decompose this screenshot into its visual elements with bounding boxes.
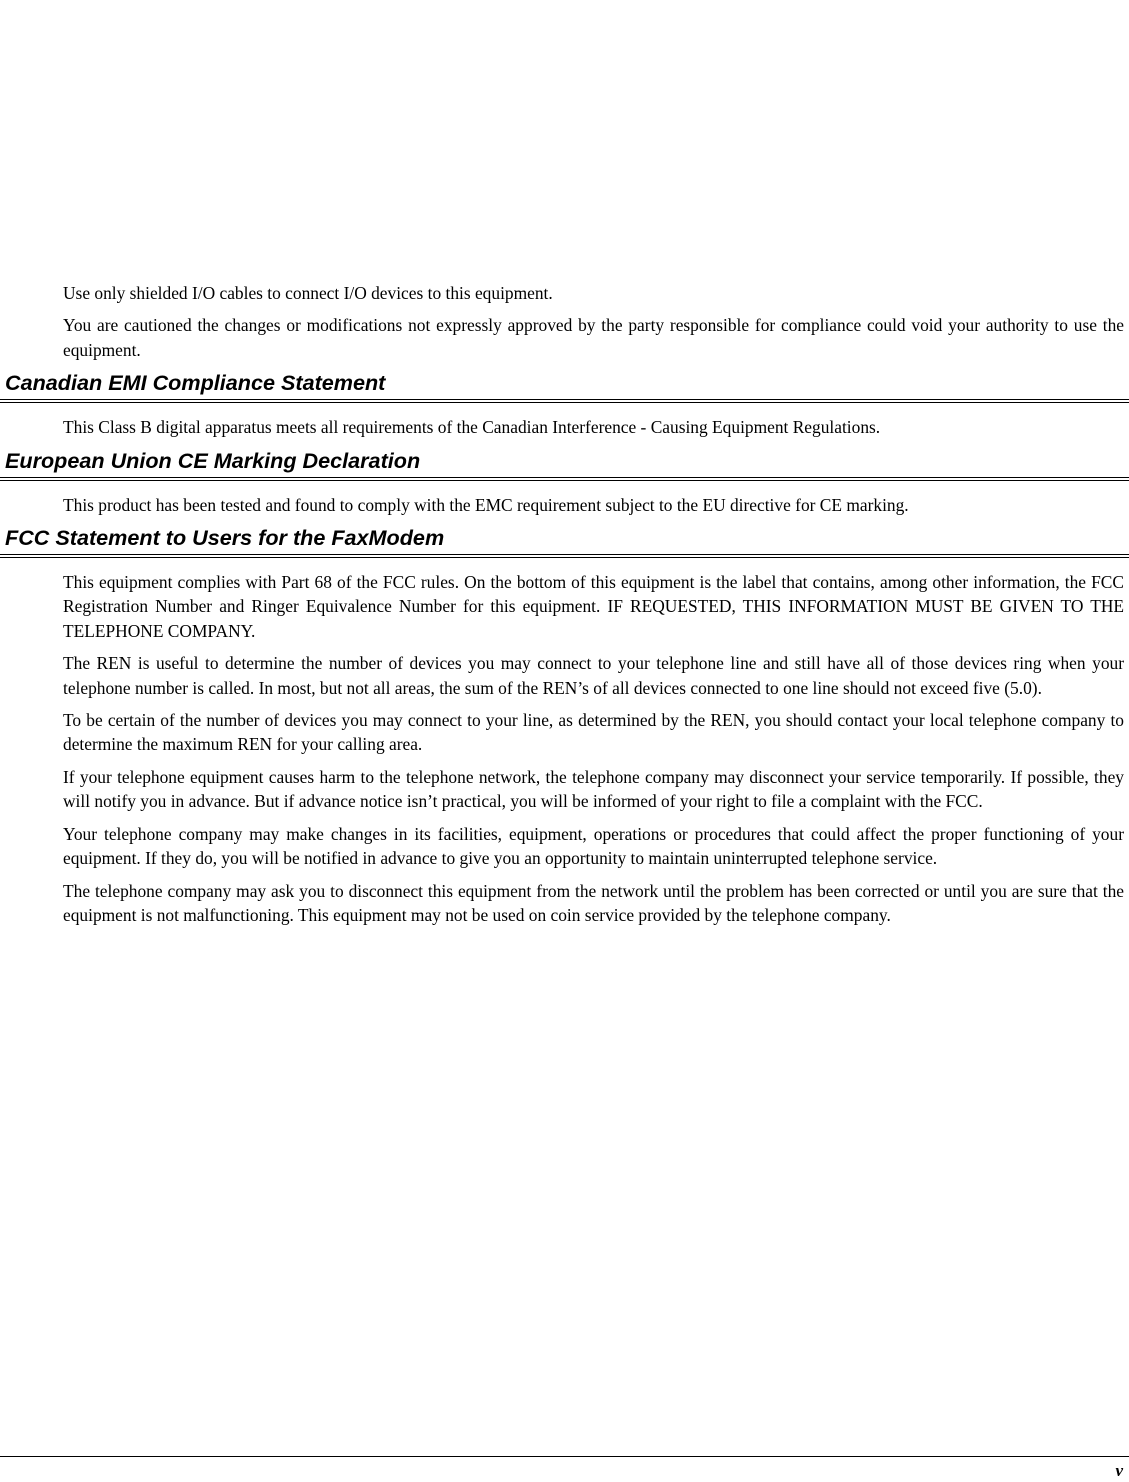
paragraph: You are cautioned the changes or modifications not expressly approved by the party responsible for compliance could void your authority to use the equipment. — [63, 315, 1124, 360]
footer-divider — [0, 1456, 1129, 1457]
page-number: v — [1115, 1461, 1123, 1480]
paragraph: If your telephone equipment causes harm to the telephone network, the telephone company may disconnect your service temporarily. If possible, they will notify you in advance. But if advance notice isn’t practical, you will be informed of your right to file a complaint with the FCC. — [63, 766, 1124, 812]
section-fcc-faxmodem — [0, 525, 1129, 927]
section-canadian-emi — [0, 370, 1129, 439]
section-eu-ce-marking — [0, 448, 1129, 517]
document-body — [0, 281, 1129, 935]
paragraph: Your telephone company may make changes in its facilities, equipment, operations or procedures that could affect the proper functioning of your equipment. If they do, you will be notified in advance to give you an opportunity to maintain uninterrupted telephone service. — [63, 823, 1124, 869]
paragraph: To be certain of the number of devices you may connect to your line, as determined by the REN, you should contact your local telephone company to determine the maximum REN for your calling area. — [63, 710, 1124, 755]
paragraph: The telephone company may ask you to disconnect this equipment from the network until the problem has been corrected or until you are sure that the equipment is not malfunctioning. This equipment may not be used on coin service provided by the telephone company. — [63, 880, 1124, 925]
section-divider — [0, 477, 1129, 481]
section-divider — [0, 399, 1129, 403]
section-heading: FCC Statement to Users for the FaxModem — [5, 525, 445, 551]
section-divider — [0, 554, 1129, 558]
section-heading: Canadian EMI Compliance Statement — [5, 370, 386, 396]
paragraph: Use only shielded I/O cables to connect I/O devices to this equipment. — [63, 283, 553, 303]
section-heading: European Union CE Marking Declaration — [5, 447, 421, 473]
paragraph: The REN is useful to determine the number of devices you may connect to your telephone line and still have all of those devices ring when your telephone number is called. In most, but not all areas, the sum of the REN’s of all devices connected to one line should not exceed five (5.0). — [63, 653, 1124, 698]
paragraph: This product has been tested and found to comply with the EMC requirement subject to the EU directive for CE marking. — [63, 494, 909, 515]
paragraph: This equipment complies with Part 68 of the FCC rules. On the bottom of this equipment is the label that contains, among other information, the FCC Registration Number and Ringer Equivalence Number for this equipment. IF REQUESTED, THIS INFORMATION MUST BE GIVEN TO THE TELEPHONE COMPANY. — [63, 572, 1124, 641]
paragraph: This Class B digital apparatus meets all requirements of the Canadian Interference - Causing Equipment Regulations. — [63, 417, 881, 438]
